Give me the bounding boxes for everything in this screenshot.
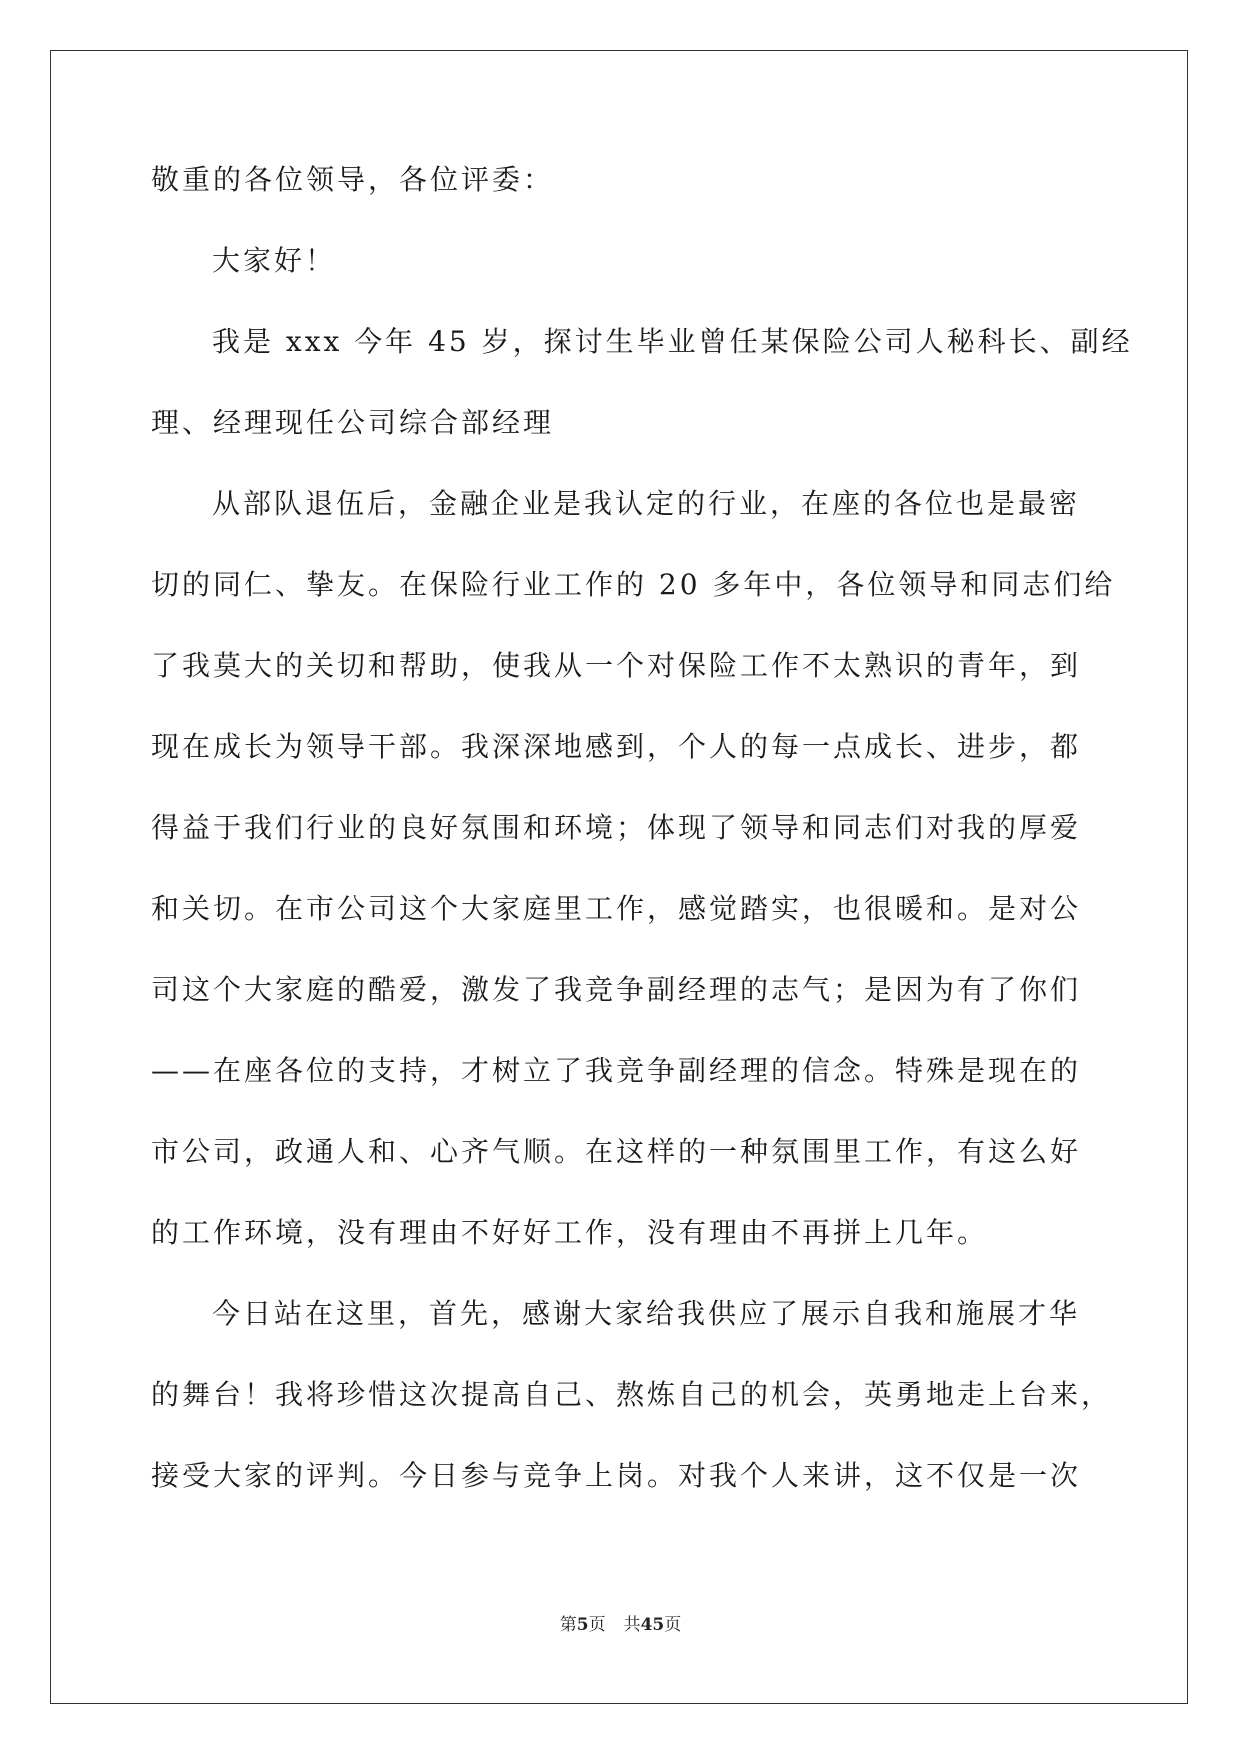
- greeting-line: 大家好！: [212, 244, 337, 277]
- paragraph-line: 的工作环境，没有理由不好好工作，没有理由不再拼上几年。: [151, 1216, 989, 1249]
- paragraph-line: 切的同仁、挚友。在保险行业工作的 20 多年中，各位领导和同志们给: [151, 568, 1116, 601]
- salutation-line: 敬重的各位领导，各位评委：: [151, 163, 555, 196]
- total-pages: 45: [640, 1615, 665, 1635]
- paragraph-line: 的舞台！我将珍惜这次提高自己、熬炼自己的机会，英勇地走上台来，: [151, 1378, 1113, 1411]
- paragraph-line: 市公司，政通人和、心齐气顺。在这样的一种氛围里工作，有这么好: [151, 1135, 1082, 1168]
- total-suffix: 页: [664, 1615, 682, 1635]
- page-footer: [0, 1610, 1241, 1635]
- page-prefix: 第: [559, 1615, 577, 1635]
- page-number: 5: [576, 1615, 589, 1635]
- paragraph-line: 今日站在这里，首先，感谢大家给我供应了展示自我和施展才华: [212, 1297, 1081, 1330]
- paragraph-line: 司这个大家庭的酷爱，激发了我竞争副经理的志气；是因为有了你们: [151, 973, 1082, 1006]
- paragraph-line: 和关切。在市公司这个大家庭里工作，感觉踏实，也很暖和。是对公: [151, 892, 1082, 925]
- document-body: [151, 162, 1133, 1539]
- paragraph-line: 了我莫大的关切和帮助，使我从一个对保险工作不太熟识的青年，到: [151, 649, 1082, 682]
- paragraph-line: 得益于我们行业的良好氛围和环境；体现了领导和同志们对我的厚爱: [151, 811, 1082, 844]
- paragraph-line: 从部队退伍后，金融企业是我认定的行业，在座的各位也是最密: [212, 487, 1081, 520]
- total-prefix: 共: [623, 1615, 641, 1635]
- paragraph-line: 现在成长为领导干部。我深深地感到，个人的每一点成长、进步，都: [151, 730, 1082, 763]
- page-suffix: 页: [588, 1615, 606, 1635]
- paragraph-line: 理、经理现任公司综合部经理: [151, 406, 555, 439]
- paragraph-line: ——在座各位的支持，才树立了我竞争副经理的信念。特殊是现在的: [151, 1054, 1082, 1087]
- paragraph-line: 接受大家的评判。今日参与竞争上岗。对我个人来讲，这不仅是一次: [151, 1459, 1082, 1492]
- paragraph-line: 我是 xxx 今年 45 岁，探讨生毕业曾任某保险公司人秘科长、副经: [212, 325, 1133, 358]
